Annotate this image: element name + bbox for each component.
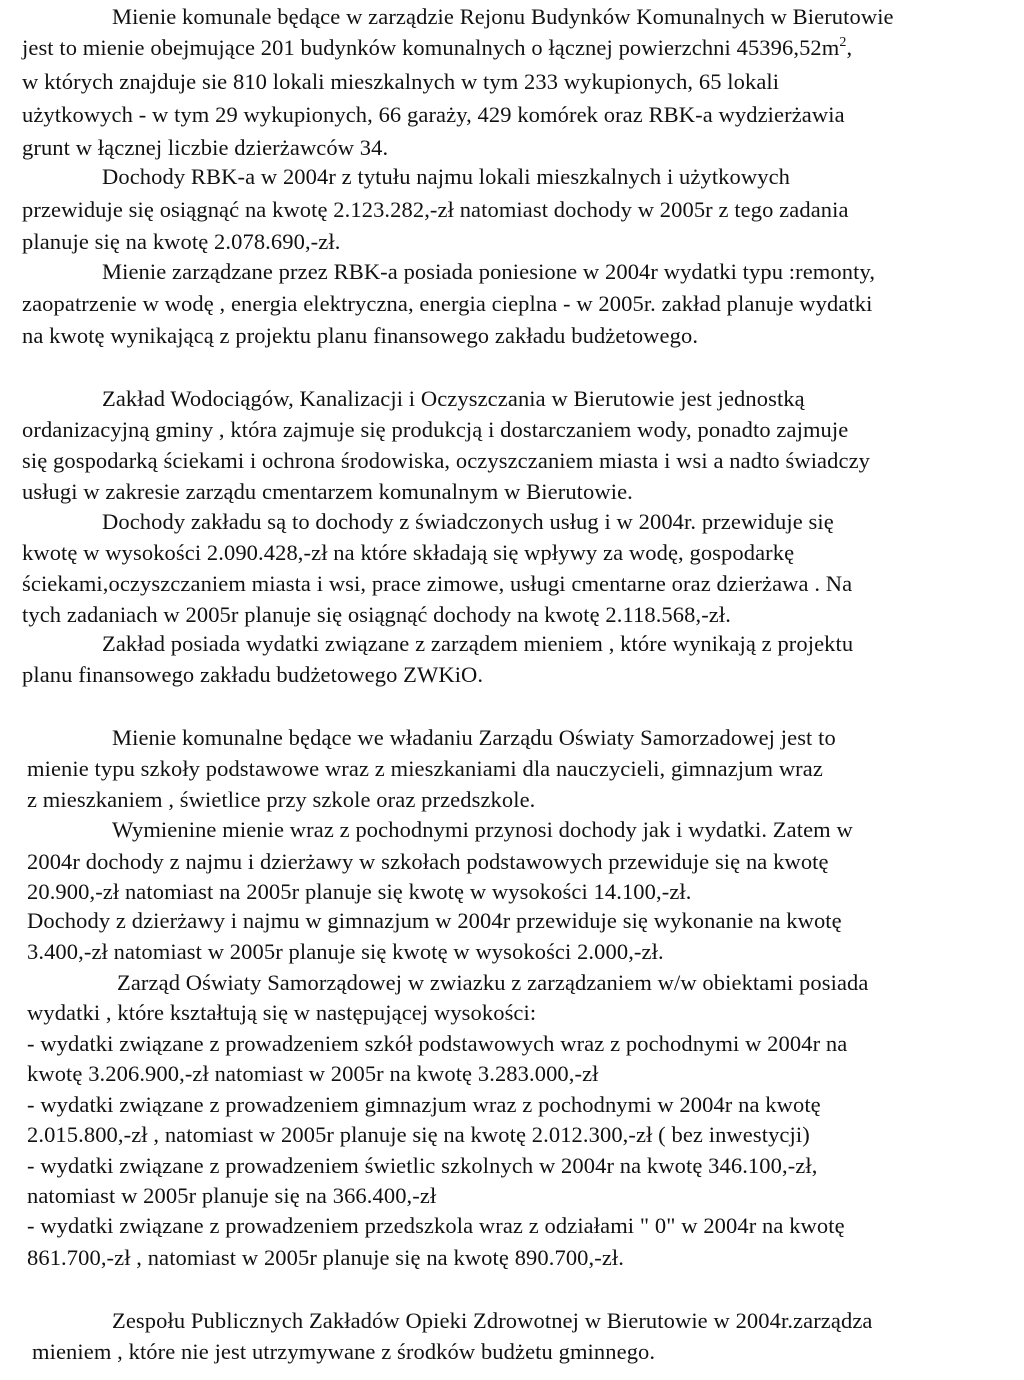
text-line: Zakład posiada wydatki związane z zarządem mieniem , które wynikają z projektu: [102, 631, 854, 656]
text-line: tych zadaniach w 2005r planuje się osiągnąć dochody na kwotę 2.118.568,-zł.: [22, 602, 731, 627]
text-line: kwotę w wysokości 2.090.428,-zł na które składają się wpływy za wodę, gospodarkę: [22, 540, 795, 565]
list-item: - wydatki związane z prowadzeniem świetlic szkolnych w 2004r na kwotę 346.100,-zł,: [27, 1153, 818, 1178]
list-item-continuation: kwotę 3.206.900,-zł natomiast w 2005r na kwotę 3.283.000,-zł: [27, 1061, 599, 1086]
superscript-exponent: 2: [839, 35, 847, 50]
text-line: Zarząd Oświaty Samorządowej w zwiazku z zarządzaniem w/w obiektami posiada: [117, 970, 869, 995]
text-line: na kwotę wynikającą z projektu planu finansowego zakładu budżetowego.: [22, 323, 699, 348]
text-line: Wymienine mienie wraz z pochodnymi przynosi dochody jak i wydatki. Zatem w: [112, 817, 853, 842]
text-line: Dochody z dzierżawy i najmu w gimnazjum w 2004r przewiduje się wykonanie na kwotę: [27, 908, 842, 933]
text-line: użytkowych - w tym 29 wykupionych, 66 garaży, 429 komórek oraz RBK-a wydzierżawia: [22, 102, 845, 127]
text-line: się gospodarką ściekami i ochrona środowiska, oczyszczaniem miasta i wsi a nadto świadczy: [22, 448, 871, 473]
text-line: mieniem , które nie jest utrzymywane z środków budżetu gminnego.: [32, 1339, 656, 1364]
text-line: planu finansowego zakładu budżetowego ZWKiO.: [22, 662, 484, 687]
text-line: Zakład Wodociągów, Kanalizacji i Oczyszczania w Bierutowie jest jednostką: [102, 386, 805, 411]
text-line: ściekami,oczyszczaniem miasta i wsi, prace zimowe, usługi cmentarne oraz dzierżawa . Na: [22, 571, 853, 596]
text-line: grunt w łącznej liczbie dzierżawców 34.: [22, 135, 389, 160]
text-line: ordanizacyjną gminy , która zajmuje się produkcją i dostarczaniem wody, ponadto zajmuje: [22, 417, 849, 442]
text-line: w których znajduje sie 810 lokali mieszkalnych w tym 233 wykupionych, 65 lokali: [22, 69, 780, 94]
text-line: 3.400,-zł natomiast w 2005r planuje się kwotę w wysokości 2.000,-zł.: [27, 939, 664, 964]
text-line: wydatki , które kształtują się w następującej wysokości:: [27, 1000, 537, 1025]
list-item-continuation: 861.700,-zł , natomiast w 2005r planuje się na kwotę 890.700,-zł.: [27, 1245, 625, 1270]
text-line: Mienie zarządzane przez RBK-a posiada poniesione w 2004r wydatki typu :remonty,: [102, 259, 876, 284]
text-line: przewiduje się osiągnąć na kwotę 2.123.282,-zł natomiast dochody w 2005r z tego zadania: [22, 197, 849, 222]
list-item: - wydatki związane z prowadzeniem szkół podstawowych wraz z pochodnymi w 2004r na: [27, 1031, 848, 1056]
text-line: Mienie komunalne będące we władaniu Zarządu Oświaty Samorzadowej jest to: [112, 725, 836, 750]
text-line: Zespołu Publicznych Zakładów Opieki Zdrowotnej w Bierutowie w 2004r.zarządza: [112, 1308, 873, 1333]
text-line-part: jest to mienie obejmujące 201 budynków komunalnych o łącznej powierzchni 45396,52m: [22, 35, 840, 60]
list-item: - wydatki związane z prowadzeniem gimnazjum wraz z pochodnymi w 2004r na kwotę: [27, 1092, 821, 1117]
text-line: [22, 34, 852, 62]
text-line: mienie typu szkoły podstawowe wraz z mieszkaniami dla nauczycieli, gimnazjum wraz: [27, 756, 823, 781]
text-line: 20.900,-zł natomiast na 2005r planuje się kwotę w wysokości 14.100,-zł.: [27, 879, 692, 904]
text-line: Mienie komunale będące w zarządzie Rejonu Budynków Komunalnych w Bierutowie: [112, 4, 894, 29]
text-line: usługi w zakresie zarządu cmentarzem komunalnym w Bierutowie.: [22, 479, 633, 504]
text-line: z mieszkaniem , świetlice przy szkole oraz przedszkole.: [27, 787, 536, 812]
text-line-part: ,: [846, 35, 853, 60]
list-item-continuation: 2.015.800,-zł , natomiast w 2005r planuje się na kwotę 2.012.300,-zł ( bez inwestycji): [27, 1122, 810, 1147]
text-line: zaopatrzenie w wodę , energia elektryczna, energia cieplna - w 2005r. zakład planuje wydatki: [22, 291, 873, 316]
text-line: Dochody zakładu są to dochody z świadczonych usług i w 2004r. przewiduje się: [102, 509, 834, 534]
list-item-continuation: natomiast w 2005r planuje się na 366.400,-zł: [27, 1183, 437, 1208]
list-item: - wydatki związane z prowadzeniem przedszkola wraz z odziałami " 0" w 2004r na kwotę: [27, 1213, 845, 1238]
text-line: Dochody RBK-a w 2004r z tytułu najmu lokali mieszkalnych i użytkowych: [102, 164, 791, 189]
text-line: 2004r dochody z najmu i dzierżawy w szkołach podstawowych przewiduje się na kwotę: [27, 849, 829, 874]
text-line: planuje się na kwotę 2.078.690,-zł.: [22, 229, 341, 254]
